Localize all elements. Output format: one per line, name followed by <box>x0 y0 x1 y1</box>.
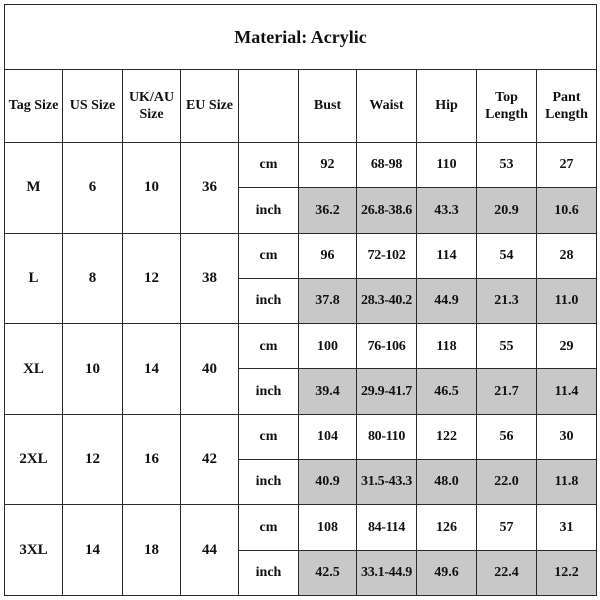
measure-bust-cm: 92 <box>299 143 357 188</box>
measure-pant-cm: 29 <box>537 324 597 369</box>
header-pant-length <box>537 70 597 143</box>
measure-bust-cm: 104 <box>299 414 357 459</box>
header-pant-length-line1: Pant <box>552 89 581 105</box>
measure-hip-cm: 114 <box>417 233 477 278</box>
us-size-cell: 12 <box>63 414 123 505</box>
header-hip: Hip <box>417 70 477 143</box>
measure-top-cm: 55 <box>477 324 537 369</box>
tag-size-cell: L <box>5 233 63 324</box>
us-size-cell: 14 <box>63 505 123 596</box>
eu-size-cell: 36 <box>181 143 239 234</box>
measure-bust-inch: 39.4 <box>299 369 357 414</box>
table-row <box>5 324 597 369</box>
measure-waist-inch: 28.3-40.2 <box>357 278 417 323</box>
unit-inch-cell: inch <box>239 550 299 595</box>
header-uk-au-size-line2: Size <box>139 107 164 122</box>
measure-pant-cm: 27 <box>537 143 597 188</box>
unit-cm-cell: cm <box>239 233 299 278</box>
us-size-cell: 8 <box>63 233 123 324</box>
measure-hip-inch: 49.6 <box>417 550 477 595</box>
measure-top-cm: 54 <box>477 233 537 278</box>
measure-hip-inch: 44.9 <box>417 278 477 323</box>
measure-pant-cm: 31 <box>537 505 597 550</box>
table-row <box>5 414 597 459</box>
measure-top-cm: 53 <box>477 143 537 188</box>
measure-bust-cm: 100 <box>299 324 357 369</box>
header-top-length-line2: Length <box>485 107 528 122</box>
measure-hip-cm: 122 <box>417 414 477 459</box>
tag-size-cell: XL <box>5 324 63 415</box>
measure-pant-cm: 30 <box>537 414 597 459</box>
eu-size-cell: 44 <box>181 505 239 596</box>
us-size-cell: 6 <box>63 143 123 234</box>
measure-pant-inch: 11.4 <box>537 369 597 414</box>
measure-waist-cm: 76-106 <box>357 324 417 369</box>
header-waist: Waist <box>357 70 417 143</box>
unit-inch-cell: inch <box>239 460 299 505</box>
measure-top-inch: 22.0 <box>477 460 537 505</box>
unit-inch-cell: inch <box>239 369 299 414</box>
eu-size-cell: 42 <box>181 414 239 505</box>
measure-top-inch: 21.7 <box>477 369 537 414</box>
material-title: Material: Acrylic <box>5 5 597 70</box>
eu-size-cell: 40 <box>181 324 239 415</box>
unit-cm-cell: cm <box>239 143 299 188</box>
measure-hip-cm: 126 <box>417 505 477 550</box>
header-tag-size: Tag Size <box>5 70 63 143</box>
measure-bust-inch: 37.8 <box>299 278 357 323</box>
measure-waist-inch: 33.1-44.9 <box>357 550 417 595</box>
size-chart <box>4 4 596 596</box>
measure-hip-inch: 48.0 <box>417 460 477 505</box>
measure-bust-inch: 42.5 <box>299 550 357 595</box>
measure-waist-cm: 72-102 <box>357 233 417 278</box>
uk-au-size-cell: 18 <box>123 505 181 596</box>
table-row <box>5 233 597 278</box>
header-eu-size: EU Size <box>181 70 239 143</box>
tag-size-cell: 3XL <box>5 505 63 596</box>
header-uk-au-size-line1: UK/AU <box>128 89 175 105</box>
header-bust: Bust <box>299 70 357 143</box>
unit-inch-cell: inch <box>239 278 299 323</box>
header-unit <box>239 70 299 143</box>
header-row <box>5 70 597 143</box>
measure-hip-inch: 43.3 <box>417 188 477 233</box>
uk-au-size-cell: 12 <box>123 233 181 324</box>
measure-waist-cm: 80-110 <box>357 414 417 459</box>
measure-top-cm: 56 <box>477 414 537 459</box>
measure-waist-inch: 26.8-38.6 <box>357 188 417 233</box>
measure-hip-cm: 118 <box>417 324 477 369</box>
table-row <box>5 143 597 188</box>
measure-pant-cm: 28 <box>537 233 597 278</box>
measure-hip-inch: 46.5 <box>417 369 477 414</box>
measure-top-inch: 21.3 <box>477 278 537 323</box>
header-top-length <box>477 70 537 143</box>
measure-top-cm: 57 <box>477 505 537 550</box>
measure-pant-inch: 11.0 <box>537 278 597 323</box>
eu-size-cell: 38 <box>181 233 239 324</box>
uk-au-size-cell: 10 <box>123 143 181 234</box>
table-row <box>5 505 597 550</box>
us-size-cell: 10 <box>63 324 123 415</box>
uk-au-size-cell: 16 <box>123 414 181 505</box>
unit-cm-cell: cm <box>239 505 299 550</box>
measure-bust-cm: 96 <box>299 233 357 278</box>
measure-bust-inch: 40.9 <box>299 460 357 505</box>
measure-bust-inch: 36.2 <box>299 188 357 233</box>
size-table <box>4 4 597 596</box>
tag-size-cell: 2XL <box>5 414 63 505</box>
measure-bust-cm: 108 <box>299 505 357 550</box>
unit-cm-cell: cm <box>239 324 299 369</box>
measure-waist-inch: 31.5-43.3 <box>357 460 417 505</box>
measure-top-inch: 22.4 <box>477 550 537 595</box>
header-uk-au-size <box>123 70 181 143</box>
header-top-length-line1: Top <box>495 89 518 105</box>
measure-hip-cm: 110 <box>417 143 477 188</box>
measure-pant-inch: 11.8 <box>537 460 597 505</box>
header-pant-length-line2: Length <box>545 107 588 122</box>
header-us-size: US Size <box>63 70 123 143</box>
measure-waist-cm: 84-114 <box>357 505 417 550</box>
measure-pant-inch: 10.6 <box>537 188 597 233</box>
measure-top-inch: 20.9 <box>477 188 537 233</box>
unit-inch-cell: inch <box>239 188 299 233</box>
unit-cm-cell: cm <box>239 414 299 459</box>
tag-size-cell: M <box>5 143 63 234</box>
uk-au-size-cell: 14 <box>123 324 181 415</box>
measure-waist-inch: 29.9-41.7 <box>357 369 417 414</box>
measure-waist-cm: 68-98 <box>357 143 417 188</box>
measure-pant-inch: 12.2 <box>537 550 597 595</box>
